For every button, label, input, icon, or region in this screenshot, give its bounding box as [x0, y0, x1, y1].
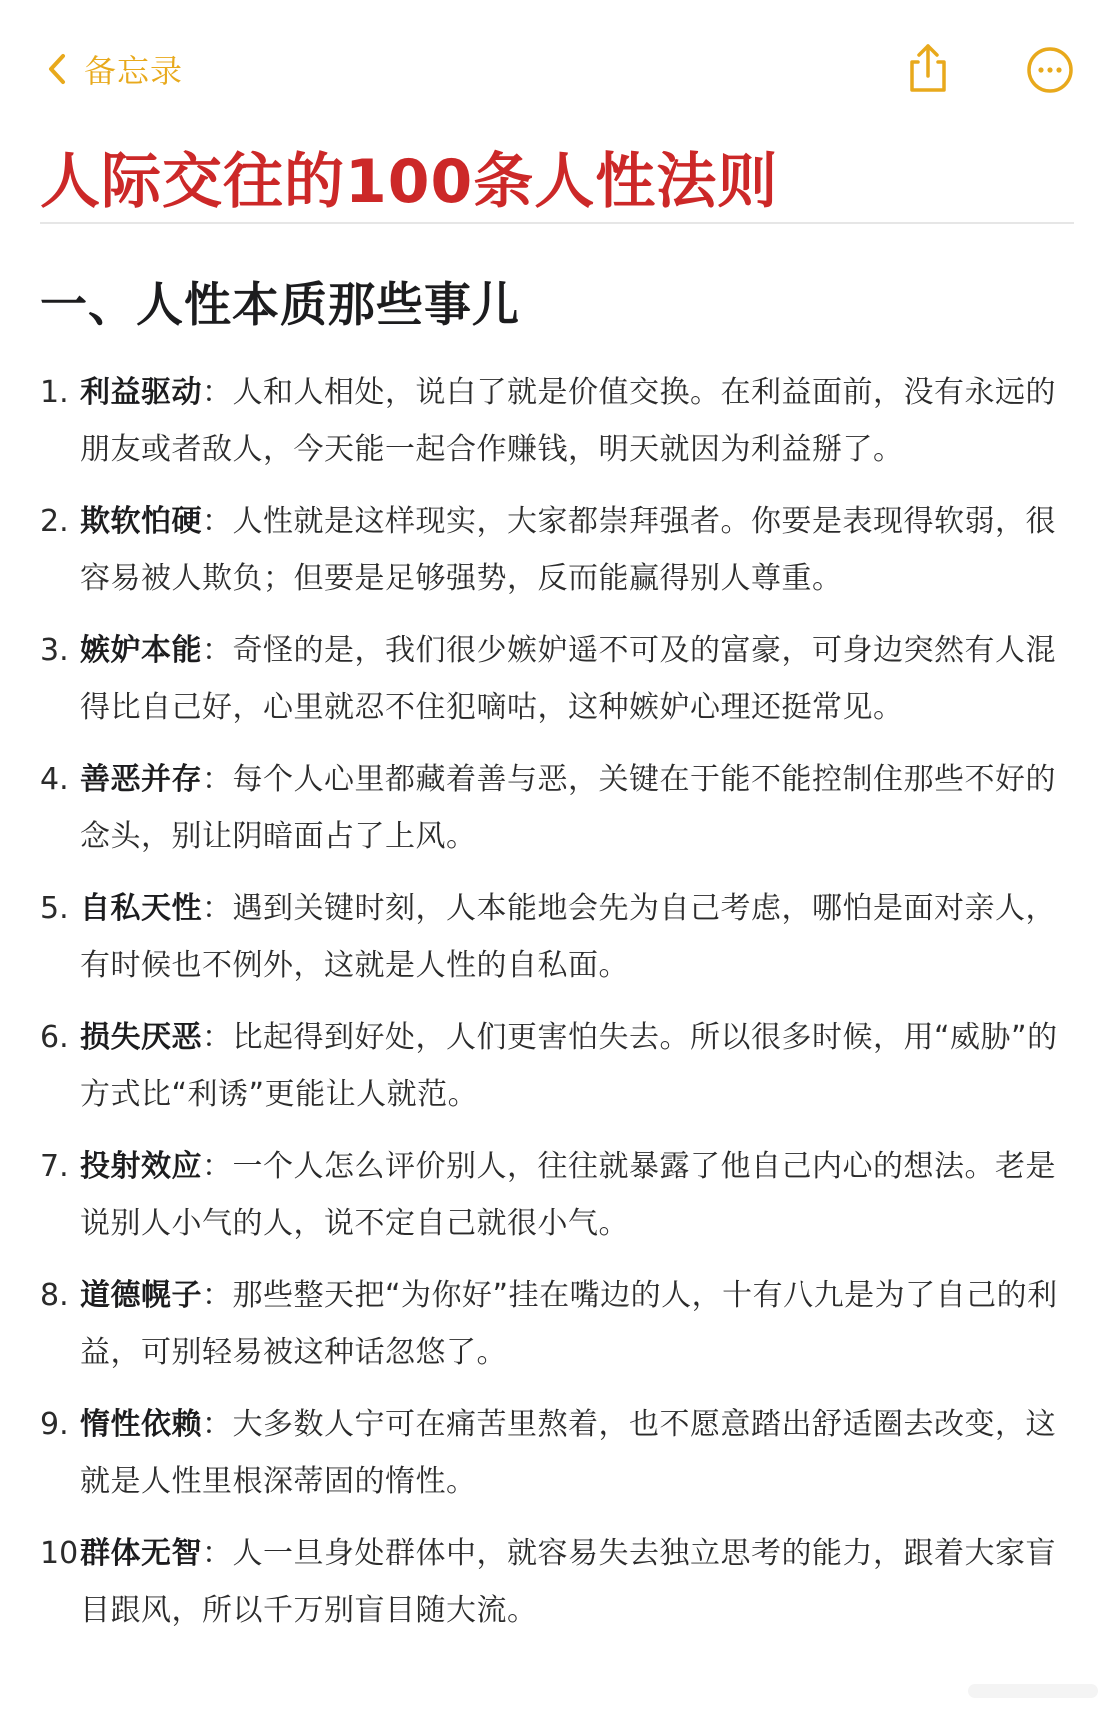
chevron-left-icon: [48, 53, 66, 85]
item-number: 3.: [40, 633, 69, 668]
item-number: 5.: [40, 891, 69, 926]
item-separator: ：: [202, 1407, 233, 1442]
note-title: 人际交往的100条人性法则: [40, 147, 779, 217]
item-term: 群体无智: [80, 1536, 202, 1571]
item-number: 2.: [40, 504, 69, 539]
rules-list: [0, 364, 1114, 1654]
back-button[interactable]: [48, 46, 183, 92]
item-separator: ：: [202, 891, 233, 926]
item-separator: ：: [202, 1536, 233, 1571]
list-item: [0, 364, 1114, 493]
share-button[interactable]: [904, 40, 952, 96]
item-body: 人和人相处，说白了就是价值交换。在利益面前，没有永远的朋友或者敌人，今天能一起合作赚钱，明天就因为利益掰了。: [80, 375, 1056, 467]
back-label: 备忘录: [84, 52, 184, 90]
item-number: 1.: [40, 375, 69, 410]
item-separator: ：: [202, 1149, 233, 1184]
item-number: 4.: [40, 762, 69, 797]
share-icon: [904, 40, 952, 96]
item-separator: ：: [202, 1020, 233, 1055]
list-item: [0, 1525, 1114, 1654]
item-text: [80, 364, 1070, 478]
item-body: 一个人怎么评价别人，往往就暴露了他自己内心的想法。老是说别人小气的人，说不定自己就很小气。: [80, 1149, 1056, 1241]
item-separator: ：: [202, 504, 233, 539]
item-body: 比起得到好处，人们更害怕失去。所以很多时候，用“威胁”的方式比“利诱”更能让人就范。: [80, 1020, 1058, 1112]
item-body: 奇怪的是，我们很少嫉妒遥不可及的富豪，可身边突然有人混得比自己好，心里就忍不住犯嘀咕，这种嫉妒心理还挺常见。: [80, 633, 1056, 725]
item-term: 自私天性: [80, 891, 202, 926]
list-item: [0, 1396, 1114, 1525]
item-text: [80, 1009, 1070, 1123]
list-item: [0, 1009, 1114, 1138]
watermark-icon: [968, 1678, 1108, 1704]
title-divider: [40, 222, 1074, 224]
item-term: 善恶并存: [80, 762, 202, 797]
item-text: [80, 880, 1070, 994]
item-body: 遇到关键时刻，人本能地会先为自己考虑，哪怕是面对亲人，有时候也不例外，这就是人性的自私面。: [80, 891, 1056, 983]
item-separator: ：: [202, 375, 233, 410]
item-separator: ：: [202, 1278, 233, 1313]
more-icon: [1026, 46, 1074, 94]
more-button[interactable]: [1026, 46, 1074, 94]
list-item: [0, 751, 1114, 880]
item-body: 那些整天把“为你好”挂在嘴边的人，十有八九是为了自己的利益，可别轻易被这种话忽悠了。: [80, 1278, 1058, 1370]
item-term: 利益驱动: [80, 375, 202, 410]
item-body: 每个人心里都藏着善与恶，关键在于能不能控制住那些不好的念头，别让阴暗面占了上风。: [80, 762, 1056, 854]
item-number: 8.: [40, 1278, 69, 1313]
item-text: [80, 1525, 1070, 1639]
item-number: 9.: [40, 1407, 69, 1442]
list-item: [0, 1138, 1114, 1267]
item-number: 10: [40, 1536, 79, 1571]
list-item: [0, 493, 1114, 622]
item-text: [80, 493, 1070, 607]
item-term: 惰性依赖: [80, 1407, 202, 1442]
item-separator: ：: [202, 633, 233, 668]
list-item: [0, 622, 1114, 751]
item-number: 6.: [40, 1020, 69, 1055]
item-term: 投射效应: [80, 1149, 202, 1184]
list-item: [0, 880, 1114, 1009]
item-term: 道德幌子: [80, 1278, 202, 1313]
item-text: [80, 751, 1070, 865]
item-term: 损失厌恶: [80, 1020, 202, 1055]
item-separator: ：: [202, 762, 233, 797]
navigation-bar: [0, 0, 1114, 120]
item-text: [80, 1267, 1070, 1381]
item-body: 人一旦身处群体中，就容易失去独立思考的能力，跟着大家盲目跟风，所以千万别盲目随大流。: [80, 1536, 1056, 1628]
item-term: 嫉妒本能: [80, 633, 202, 668]
item-text: [80, 1396, 1070, 1510]
item-number: 7.: [40, 1149, 69, 1184]
item-text: [80, 622, 1070, 736]
item-text: [80, 1138, 1070, 1252]
item-body: 人性就是这样现实，大家都崇拜强者。你要是表现得软弱，很容易被人欺负；但要是足够强势，反而能赢得别人尊重。: [80, 504, 1056, 596]
item-body: 大多数人宁可在痛苦里熬着，也不愿意踏出舒适圈去改变，这就是人性里根深蒂固的惰性。: [80, 1407, 1056, 1499]
item-term: 欺软怕硬: [80, 504, 202, 539]
section-heading: 一、人性本质那些事儿: [40, 278, 520, 333]
list-item: [0, 1267, 1114, 1396]
